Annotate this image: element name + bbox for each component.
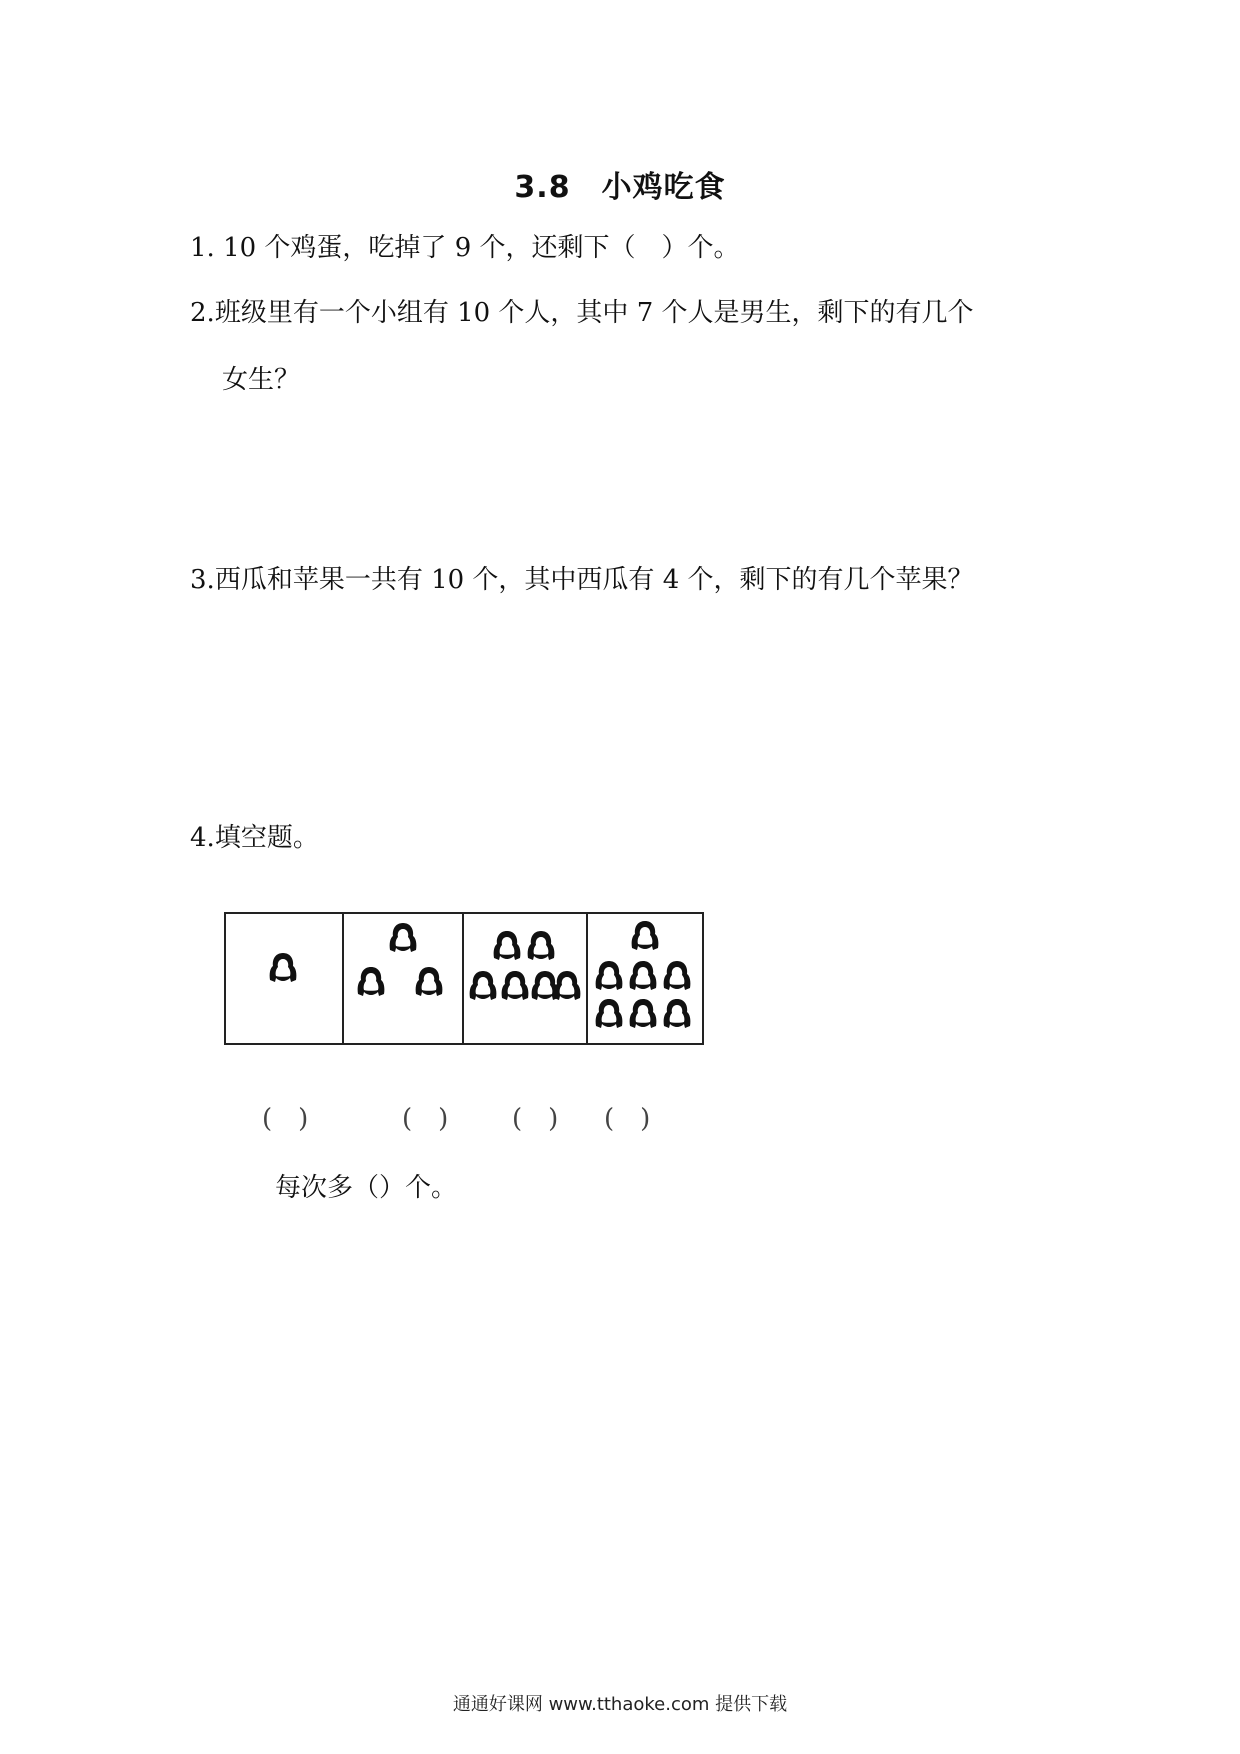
chick-icon (626, 996, 660, 1032)
chick-icon (412, 964, 446, 1000)
question-2 (190, 293, 974, 333)
answer-blank-4[interactable]: ( ) (604, 1104, 651, 1134)
chick-icon (386, 920, 420, 956)
question-2-text: 班级里有一个小组有 10 个人，其中 7 个人是男生，剩下的有几个 (214, 298, 974, 328)
chick-box-2 (344, 914, 464, 1043)
question-1 (190, 228, 740, 268)
chick-icon (626, 958, 660, 994)
question-3 (190, 560, 974, 600)
chick-box-4 (588, 914, 702, 1043)
question-3-text: 西瓜和苹果一共有 10 个，其中西瓜有 4 个，剩下的有几个苹果？ (214, 565, 974, 595)
answer-blank-3[interactable]: ( ) (512, 1104, 559, 1134)
increment-question: 每次多（）个。 (275, 1173, 458, 1203)
chick-icon (266, 950, 300, 986)
page-title: 3.8 小鸡吃食 (514, 170, 726, 205)
answer-blank-1[interactable]: ( ) (262, 1104, 309, 1134)
chick-icon (354, 964, 388, 1000)
chick-picture-boxes (224, 912, 704, 1045)
chick-icon (628, 918, 662, 954)
chick-icon (592, 958, 626, 994)
chick-icon (466, 968, 500, 1004)
question-1-number: 1. (190, 233, 215, 263)
chick-icon (524, 928, 558, 964)
question-4-text: 填空题。 (214, 823, 319, 853)
chick-icon (660, 996, 694, 1032)
question-2-continuation: 女生？ (222, 365, 301, 395)
chick-box-1 (226, 914, 344, 1043)
chick-icon (490, 928, 524, 964)
chick-icon (592, 996, 626, 1032)
footer-credit: 通通好课网 www.tthaoke.com 提供下载 (452, 1694, 788, 1715)
answer-blank-2[interactable]: ( ) (402, 1104, 449, 1134)
question-3-number: 3. (190, 565, 215, 595)
question-2-number: 2. (190, 298, 215, 328)
chick-box-3 (464, 914, 588, 1043)
question-4-number: 4. (190, 823, 215, 853)
chick-icon (550, 968, 584, 1004)
chick-icon (498, 968, 532, 1004)
question-4 (190, 818, 319, 858)
question-1-text: 10 个鸡蛋，吃掉了 9 个，还剩下（ ）个。 (223, 233, 740, 263)
chick-icon (660, 958, 694, 994)
